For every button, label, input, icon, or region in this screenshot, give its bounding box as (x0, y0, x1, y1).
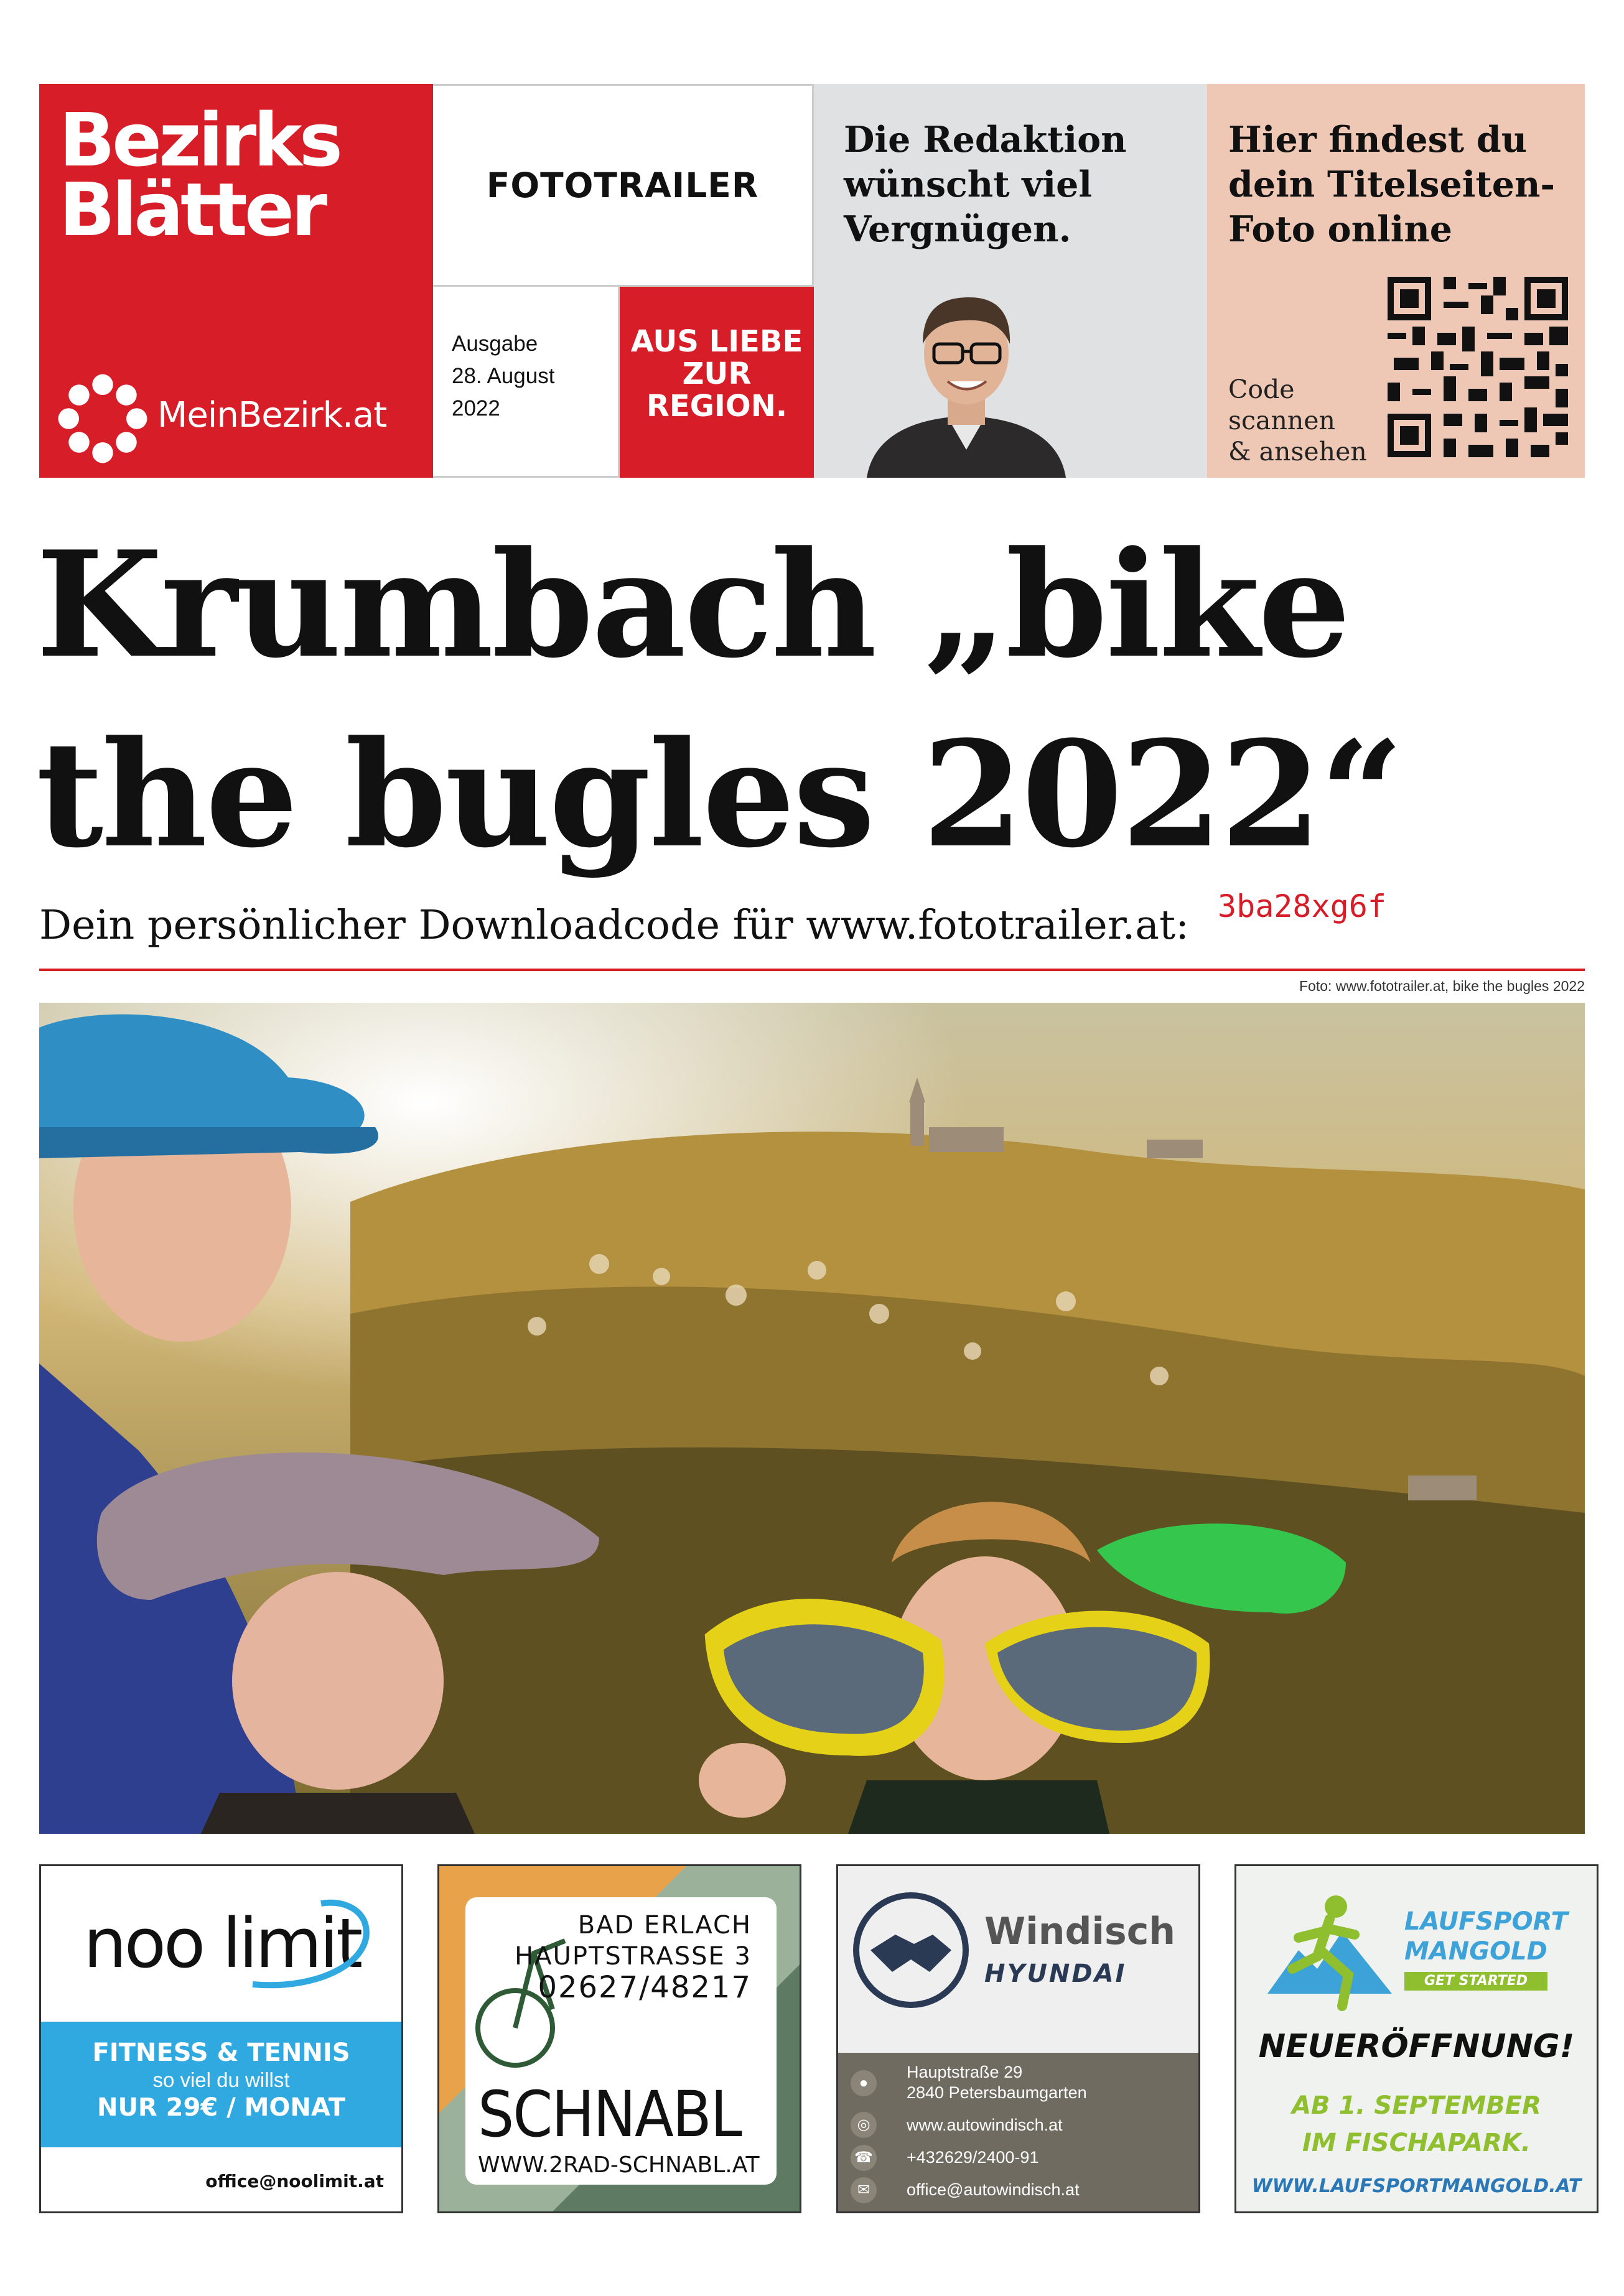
schnabl-phone[interactable]: 02627/48217 (538, 1970, 752, 2005)
ad-schnabl[interactable] (437, 1864, 801, 2213)
headline-line-2: the bugles 2022“ (36, 709, 1402, 880)
phone-icon: ☎ (851, 2145, 877, 2171)
qr-hint-2: scannen (1228, 406, 1335, 435)
qr-heading (1228, 118, 1555, 252)
photo-credit: Foto: www.fototrailer.at, bike the bugles 2022 (1299, 978, 1585, 994)
mangold-title-2: MANGOLD (1404, 1937, 1547, 1966)
brand-block[interactable] (39, 84, 433, 478)
issue-year: 2022 (452, 396, 500, 421)
slogan-line-1: AUS LIEBE (630, 324, 803, 359)
issue-date: 28. August (452, 364, 555, 388)
qr-code-icon[interactable] (1388, 277, 1568, 457)
mangold-date-1: AB 1. SEPTEMBER (1292, 2091, 1541, 2120)
ad-windisch[interactable] (836, 1864, 1200, 2213)
mangold-tag: GET STARTED (1404, 1972, 1547, 1991)
cover-photo (39, 1003, 1585, 1834)
qr-hint-1: Code (1228, 374, 1295, 404)
qr-hint-3: & ansehen (1228, 437, 1367, 467)
mangold-date (1236, 2087, 1597, 2162)
slogan-badge (620, 287, 814, 478)
mangold-title (1404, 1907, 1568, 1966)
windisch-phone[interactable]: +432629/2400-91 (907, 2148, 1039, 2167)
noolimit-line-2: so viel du willst (152, 2068, 290, 2091)
noolimit-line-3: NUR 29€ / MONAT (96, 2093, 346, 2122)
brand-line-2: Blätter (59, 167, 325, 253)
editor-portrait (854, 282, 1078, 478)
noolimit-logo: noo limit (83, 1903, 361, 1983)
windisch-web[interactable]: www.autowindisch.at (907, 2116, 1063, 2134)
schnabl-line-2: HAUPTSTRASSE 3 (515, 1942, 752, 1971)
ad-mangold[interactable] (1234, 1864, 1598, 2213)
mangold-title-1: LAUFSPORT (1404, 1907, 1568, 1936)
windisch-city: 2840 Petersbaumgarten (907, 2083, 1087, 2102)
windisch-street: Hauptstraße 29 (907, 2063, 1023, 2081)
windisch-email[interactable]: office@autowindisch.at (907, 2180, 1080, 2199)
mangold-date-2: IM FISCHAPARK. (1302, 2129, 1531, 2157)
editorial-greeting (844, 118, 1127, 252)
mail-icon: ✉ (851, 2177, 877, 2203)
download-code[interactable]: 3ba28xg6f (1218, 888, 1386, 924)
schnabl-line-1: BAD ERLACH (577, 1911, 752, 1940)
mangold-web[interactable]: WWW.LAUFSPORTMANGOLD.AT (1251, 2175, 1582, 2197)
meinbezirk-logo-icon (55, 371, 150, 466)
slogan-line-2: ZUR (682, 356, 752, 391)
download-label: Dein persönlicher Downloadcode für www.fototrailer.at: (39, 902, 1190, 949)
editorial-line-3: Vergnügen. (844, 208, 1071, 250)
mangold-headline: NEUERÖFFNUNG! (1258, 2028, 1575, 2065)
schnabl-name: SCHNABL (478, 2078, 741, 2152)
noolimit-offer (41, 2022, 401, 2147)
ad-noolimit[interactable] (39, 1864, 403, 2213)
windisch-name: Windisch (984, 1910, 1175, 1953)
issue-info (433, 287, 620, 478)
qr-box (1207, 84, 1585, 478)
noolimit-line-1: FITNESS & TENNIS (92, 2038, 350, 2067)
slogan-line-3: REGION. (646, 389, 788, 424)
headline-line-1: Krumbach „bike (36, 519, 1349, 690)
editorial-box (814, 84, 1207, 478)
masthead (39, 84, 1585, 478)
brand-site[interactable]: MeinBezirk.at (157, 395, 387, 435)
schnabl-web[interactable]: WWW.2RAD-SCHNABL.AT (478, 2152, 760, 2178)
qr-line-2: dein Titelseiten- (1228, 164, 1556, 205)
noolimit-swoosh-icon (246, 1897, 377, 1991)
qr-line-1: Hier findest du (1228, 119, 1528, 160)
handshake-icon (852, 1891, 970, 2009)
divider (39, 969, 1585, 971)
qr-line-3: Foto online (1228, 208, 1453, 250)
editorial-line-2: wünscht viel (844, 164, 1093, 205)
windisch-contact (838, 2053, 1198, 2213)
section-title: FOTOTRAILER (433, 84, 814, 287)
runner-icon (1261, 1888, 1398, 2012)
schnabl-address (515, 1910, 752, 2003)
windisch-top (838, 1866, 1198, 2053)
editorial-line-1: Die Redaktion (844, 119, 1127, 160)
brand-line-1: Bezirks (59, 97, 340, 183)
issue-label: Ausgabe (452, 332, 538, 356)
noolimit-email[interactable]: office@noolimit.at (205, 2171, 384, 2191)
schnabl-card (465, 1897, 777, 2185)
hyundai-brand: HYUNDAI (984, 1959, 1127, 1988)
qr-hint (1228, 374, 1367, 467)
page-headline (36, 510, 1579, 890)
globe-icon: ◎ (851, 2112, 877, 2138)
brand-wordmark (59, 97, 340, 253)
location-icon: ● (851, 2070, 877, 2096)
windisch-address (907, 2062, 1087, 2103)
